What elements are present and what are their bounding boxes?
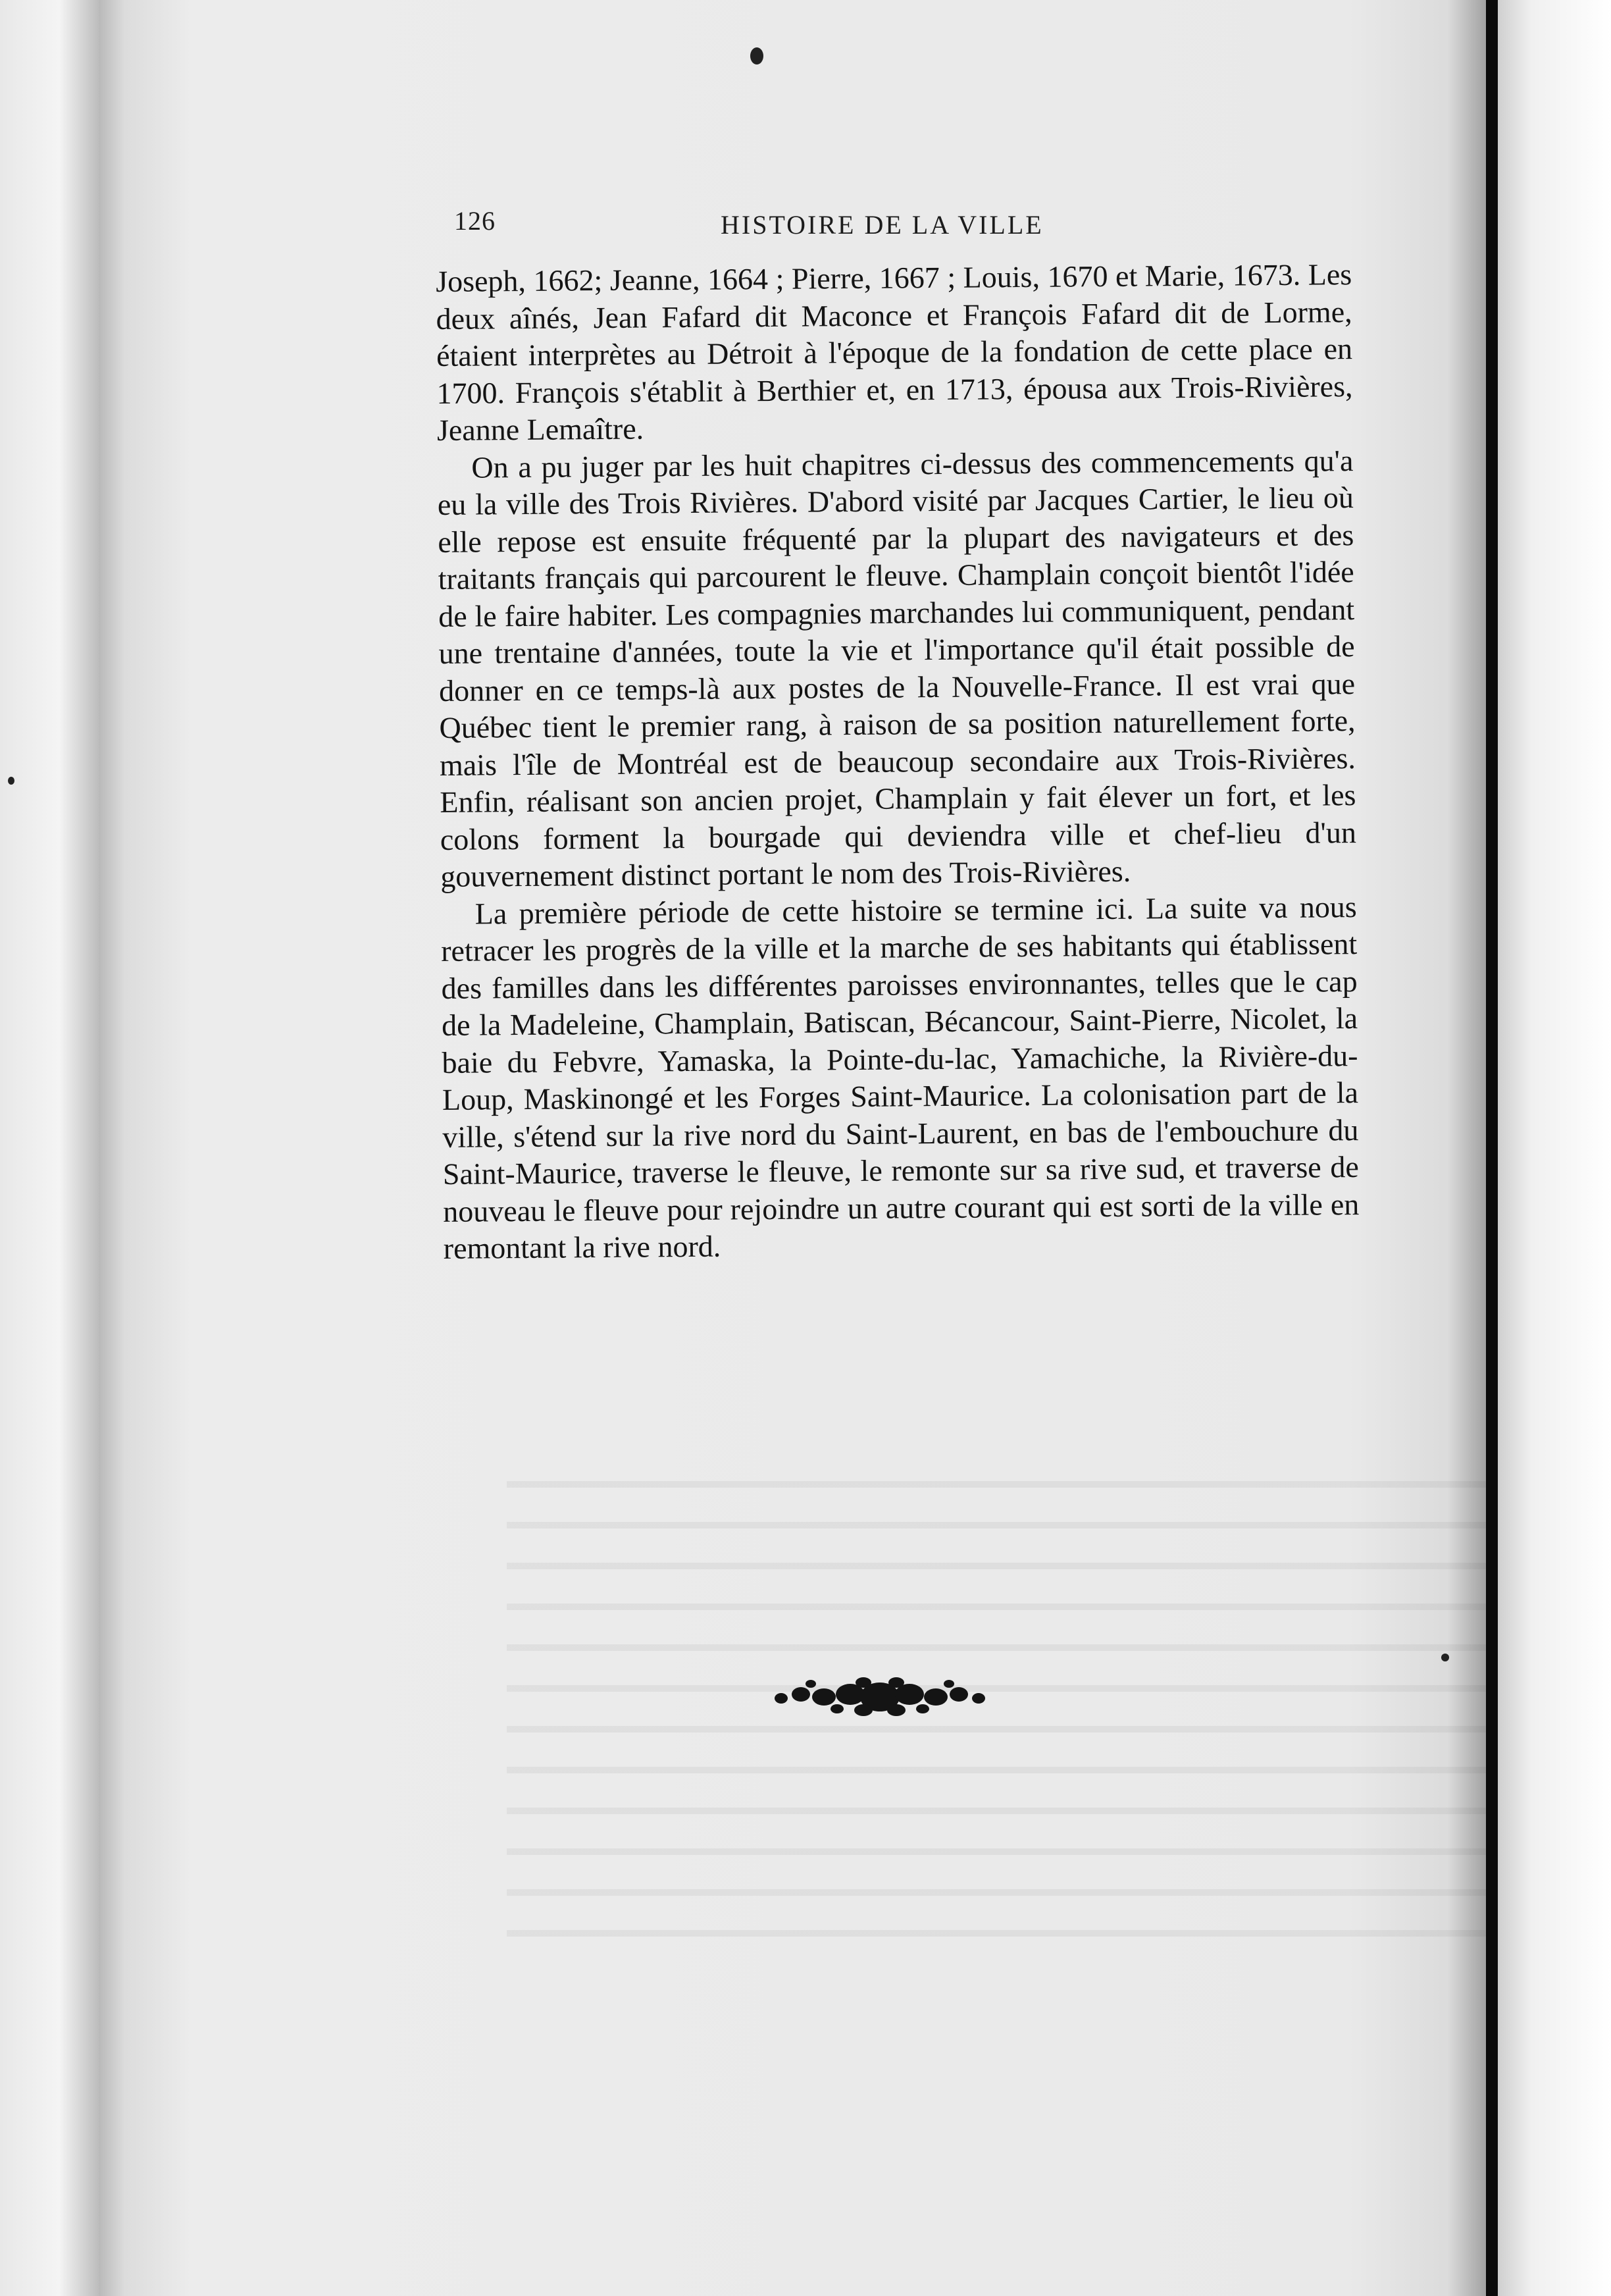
paragraph-3: La première période de cette histoire se termine ici. La suite va nous retracer les progrès de la ville et la marche de ses habitants qui établissent des familles dans les différentes paroisses environnantes, telles que le cap de la Madeleine, Champlain, Batiscan, Bécancour, Saint-Pierre, Nicolet, la baie du Febvre, Yamaska, la Pointe-du-lac, Yamachiche, la Rivière-du-Loup, Maskinongé et les Forges Saint-Maurice. La colonisation part de la ville, s'étend sur la rive nord du Saint-Laurent, en bas de l'embouchure du Saint-Maurice, traverse le fleuve, le remonte sur sa rive sud, et traverse de nouveau le fleuve pour rejoindre un autre courant qui est sorti de la ville en remontant la rive nord.: [441, 889, 1360, 1265]
gutter-shadow: [1448, 0, 1487, 2296]
left-margin-strip: [0, 0, 99, 2296]
paragraph-2: On a pu juger par les huit chapitres ci-dessus des commencements qu'a eu la ville des Trois Rivières. D'abord visité par Jacques Cartier, le lieu où elle repose est ensuite fréquenté par la plupart des navigateurs et des traitants français qui parcourent le fleuve. Champlain conçoit bientôt l'idée de le faire habiter. Les compagnies marchandes lui communiquent, pendant une trentaine d'années, toute la vie et l'importance qu'il était possible de donner en ce temps-là aux postes de la Nouvelle-France. Il est vrai que Québec tient le premier rang, à raison de sa position naturellement forte, mais l'île de Montréal est de beaucoup secondaire aux Trois-Rivières. Enfin, réalisant son ancien projet, Champlain y fait élever un fort, et les colons forment la bourgade qui deviendra ville et chef-lieu d'un gouvernement distinct portant le nom des Trois-Rivières.: [437, 443, 1357, 893]
running-title: HISTOIRE DE LA VILLE: [721, 210, 1044, 240]
show-through: [507, 1481, 1533, 1942]
binding-edge: [1486, 0, 1498, 2296]
page-number: 126: [454, 206, 496, 236]
floral-ornament-icon: [765, 1671, 995, 1723]
ink-speck: [8, 777, 14, 785]
paragraph-1: Joseph, 1662; Jeanne, 1664 ; Pierre, 1667 ; Louis, 1670 et Marie, 1673. Les deux aînés, Jean Fafard dit Maconce et François Fafard dit de Lorme, étaient interprètes au Détroit à l'époque de la fondation de cette place en 1700. François s'établit à Berthier et, en 1713, épousa aux Trois-Rivières, Jeanne Lemaître.: [436, 257, 1353, 447]
facing-page-edge: [1498, 0, 1611, 2296]
body-text: [436, 256, 1360, 1267]
running-head: [454, 205, 1112, 245]
ink-speck: [1441, 1654, 1449, 1661]
ink-speck: [750, 47, 763, 65]
